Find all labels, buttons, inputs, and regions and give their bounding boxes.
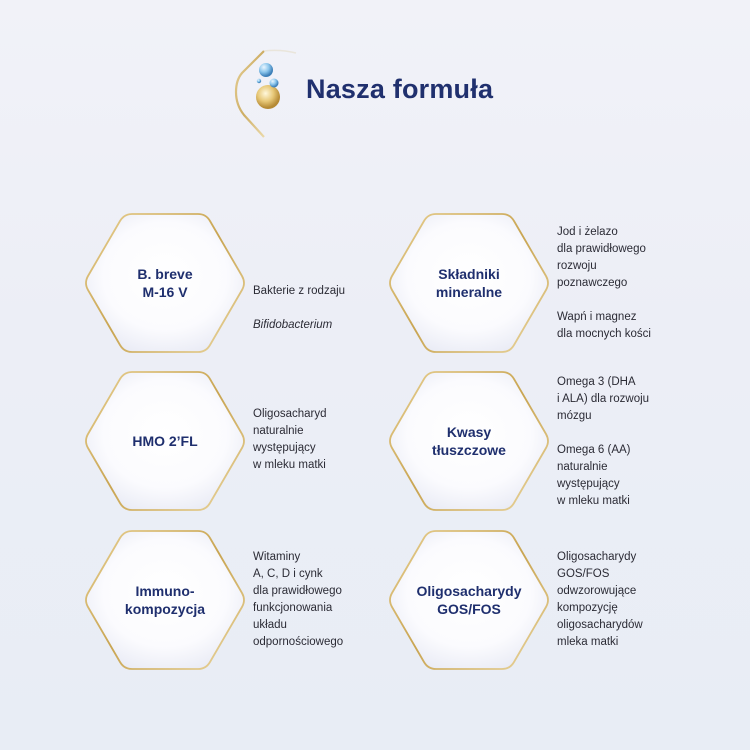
feature-description: Omega 3 (DHA i ALA) dla rozwoju mózgu Omega 6 (AA) naturalnie występujący w mleku matki <box>557 376 650 507</box>
feature-card-b-breve <box>80 208 380 358</box>
hex-label: Kwasy tłuszczowe <box>432 423 506 458</box>
feature-card-hmo <box>80 366 380 516</box>
hex-label: Oligosacharydy GOS/FOS <box>416 582 522 617</box>
feature-card-kwasy-tluszczowe <box>384 366 684 516</box>
feature-description: Oligosacharyd naturalnie występujący w mleku matki <box>253 408 327 471</box>
feature-description: Oligosacharydy GOS/FOS odwzorowujące kompozycję oligosacharydów mleka matki <box>557 551 643 648</box>
desc-line-italic: Bifidobacterium <box>253 319 333 331</box>
formula-emblem-icon <box>230 45 300 140</box>
hex-label: B. breve M-16 V <box>137 265 193 300</box>
desc-line: Bakterie z rodzaju <box>253 285 346 297</box>
feature-card-skladniki-mineralne <box>384 208 684 358</box>
hex-label: HMO 2’FL <box>132 432 198 449</box>
feature-card-immunokompozycja <box>80 525 380 675</box>
page-title: Nasza formuła <box>306 74 494 104</box>
header <box>0 0 750 150</box>
feature-description: Witaminy A, C, D i cynk dla prawidłowego funkcjonowania układu odpornościowego <box>253 551 344 648</box>
feature-card-oligosacharydy <box>384 525 684 675</box>
hex-label: Immuno- kompozycja <box>124 582 206 617</box>
hex-label: Składniki mineralne <box>435 265 503 300</box>
feature-description <box>253 266 378 334</box>
feature-description: Jod i żelazo dla prawidłowego rozwoju poznawczego Wapń i magnez dla mocnych kości <box>557 226 651 340</box>
